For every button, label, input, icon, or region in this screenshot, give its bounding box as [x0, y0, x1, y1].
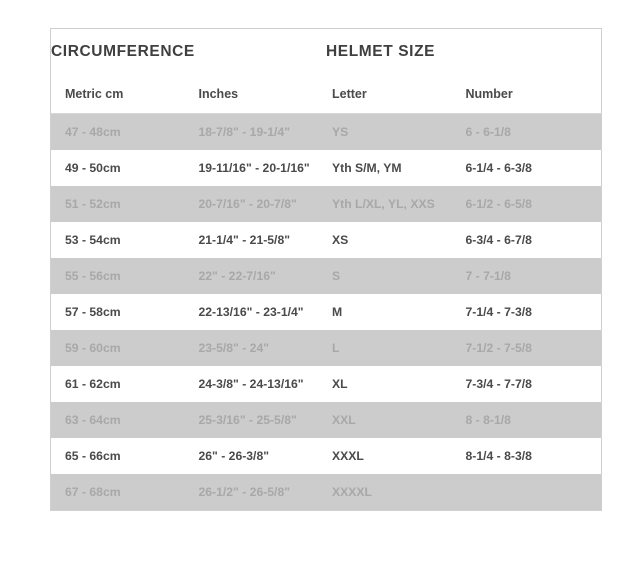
column-header-metric-cm: Metric cm	[51, 75, 189, 114]
cell-letter: Yth S/M, YM	[326, 150, 464, 186]
cell-metric-cm: 55 - 56cm	[51, 258, 189, 294]
cell-number: 7-1/4 - 7-3/8	[464, 294, 602, 330]
cell-metric-cm: 57 - 58cm	[51, 294, 189, 330]
cell-letter: XL	[326, 366, 464, 402]
cell-metric-cm: 65 - 66cm	[51, 438, 189, 474]
cell-inches: 24-3/8" - 24-13/16"	[189, 366, 327, 402]
cell-number: 8 - 8-1/8	[464, 402, 602, 438]
cell-number: 6 - 6-1/8	[464, 114, 602, 151]
size-chart-table	[51, 29, 601, 510]
cell-metric-cm: 53 - 54cm	[51, 222, 189, 258]
cell-letter: M	[326, 294, 464, 330]
cell-letter: Yth L/XL, YL, XXS	[326, 186, 464, 222]
table-head	[51, 29, 601, 114]
cell-metric-cm: 67 - 68cm	[51, 474, 189, 510]
table-row	[51, 186, 601, 222]
cell-metric-cm: 59 - 60cm	[51, 330, 189, 366]
cell-letter: XXL	[326, 402, 464, 438]
table-row	[51, 258, 601, 294]
cell-number: 7 - 7-1/8	[464, 258, 602, 294]
cell-number: 7-3/4 - 7-7/8	[464, 366, 602, 402]
cell-inches: 26-1/2" - 26-5/8"	[189, 474, 327, 510]
table-row	[51, 366, 601, 402]
table-row	[51, 150, 601, 186]
cell-inches: 21-1/4" - 21-5/8"	[189, 222, 327, 258]
table-body	[51, 114, 601, 511]
cell-number: 6-3/4 - 6-7/8	[464, 222, 602, 258]
cell-inches: 18-7/8" - 19-1/4"	[189, 114, 327, 151]
column-header-number: Number	[464, 75, 602, 114]
column-header-letter: Letter	[326, 75, 464, 114]
cell-number: 6-1/4 - 6-3/8	[464, 150, 602, 186]
table-row	[51, 294, 601, 330]
table-row	[51, 438, 601, 474]
group-header-row	[51, 29, 601, 75]
cell-letter: XXXXL	[326, 474, 464, 510]
cell-inches: 20-7/16" - 20-7/8"	[189, 186, 327, 222]
column-header-inches: Inches	[189, 75, 327, 114]
cell-inches: 19-11/16" - 20-1/16"	[189, 150, 327, 186]
cell-inches: 22-13/16" - 23-1/4"	[189, 294, 327, 330]
table-row	[51, 402, 601, 438]
cell-letter: S	[326, 258, 464, 294]
cell-metric-cm: 49 - 50cm	[51, 150, 189, 186]
cell-number	[464, 474, 602, 510]
table-row	[51, 222, 601, 258]
cell-inches: 23-5/8" - 24"	[189, 330, 327, 366]
cell-inches: 26" - 26-3/8"	[189, 438, 327, 474]
cell-metric-cm: 63 - 64cm	[51, 402, 189, 438]
cell-letter: XS	[326, 222, 464, 258]
column-header-row	[51, 75, 601, 114]
table-row	[51, 330, 601, 366]
group-header-circumference: CIRCUMFERENCE	[51, 43, 195, 60]
cell-metric-cm: 61 - 62cm	[51, 366, 189, 402]
table-row	[51, 114, 601, 151]
table-row	[51, 474, 601, 510]
cell-inches: 22" - 22-7/16"	[189, 258, 327, 294]
group-header-helmet-size: HELMET SIZE	[326, 43, 436, 60]
cell-number: 7-1/2 - 7-5/8	[464, 330, 602, 366]
cell-number: 8-1/4 - 8-3/8	[464, 438, 602, 474]
cell-inches: 25-3/16" - 25-5/8"	[189, 402, 327, 438]
cell-letter: XXXL	[326, 438, 464, 474]
cell-metric-cm: 47 - 48cm	[51, 114, 189, 151]
cell-metric-cm: 51 - 52cm	[51, 186, 189, 222]
helmet-size-chart	[50, 28, 602, 511]
cell-letter: YS	[326, 114, 464, 151]
cell-number: 6-1/2 - 6-5/8	[464, 186, 602, 222]
cell-letter: L	[326, 330, 464, 366]
